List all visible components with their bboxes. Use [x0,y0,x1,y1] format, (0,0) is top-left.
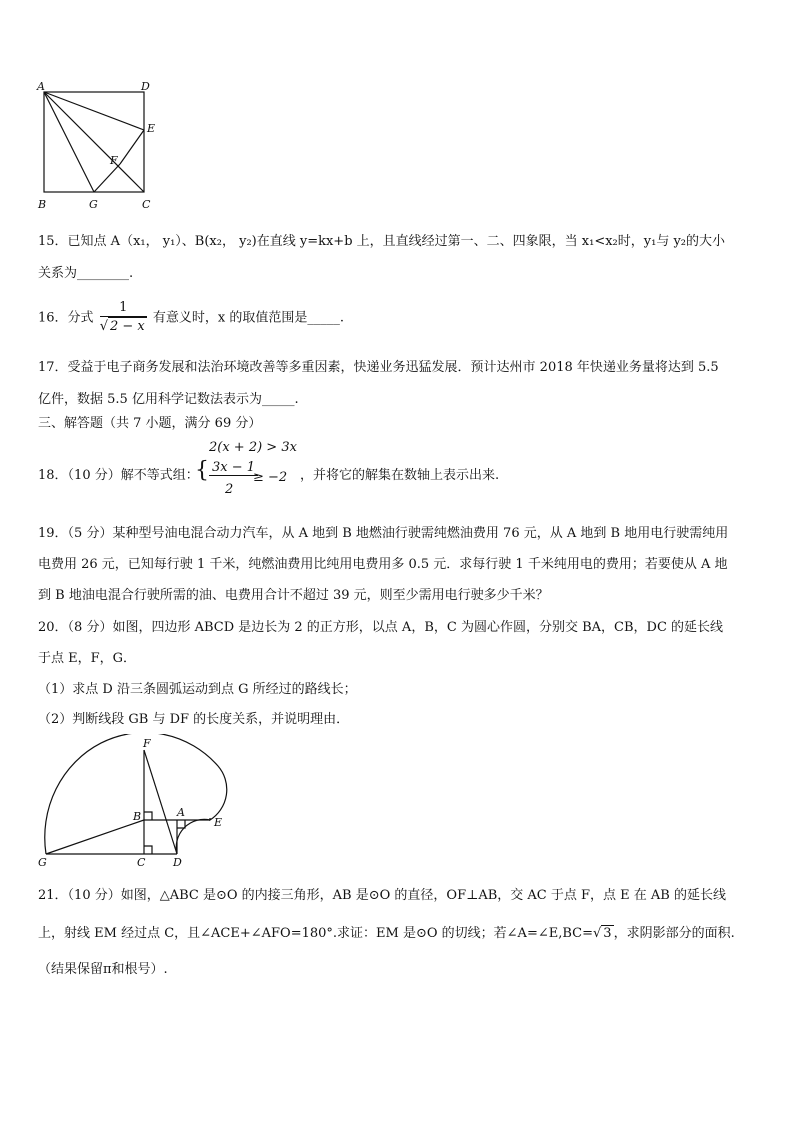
fraction-expression: $\frac{1}{√ 2 - x}$ [99,300,145,334]
question-15-line-1: 15．已知点 A（x₁， y₁）、B(x₂， y₂)在直线 y=kx+b 上，且直线经过第一、二、四象限，当 x₁<x₂时，y₁与 y₂的大小 [38,234,726,249]
label-d: D [173,856,182,869]
question-17-line-2: 亿件，数据 5.5 亿用科学记数法表示为_____. [38,392,299,407]
segment-fd [144,750,177,854]
right-angle-b [144,812,152,820]
label-b: B [133,810,142,823]
label-g: G [38,856,47,869]
square-abcd-figure [34,80,162,216]
inequality-1: 2(x + 2) > 3x [209,440,297,455]
question-20-line-1: 20．（8 分）如图，四边形 ABCD 是边长为 2 的正方形，以点 A，B，C 为圆心作圆，分别交 BA，CB，DC 的延长线 [38,620,724,635]
label-e: E [147,122,156,135]
inequality-2-relation: ≥ −2 [253,470,288,485]
question-20-line-2: 于点 E，F，G． [38,651,137,666]
inequality-system [195,440,305,504]
label-a: A [37,80,45,93]
arc-ge [45,734,227,854]
question-20-part-2: （2）判断线段 GB 与 DF 的长度关系，并说明理由． [38,712,350,727]
fraction-denominator: 2 − x [109,319,145,334]
question-19-line-2: 电费用 26 元，已知每行驶 1 千米，纯燃油费用比纯用电费用多 0.5 元．求每行驶 1 千米纯用电的费用；若要使从 A 地 [38,557,728,572]
question-21-line-2-suffix: ，求阴影部分的面积. [613,926,735,941]
question-21-line-2: 上，射线 EM 经过点 C，且∠ACE+∠AFO=180°.求证：EM 是⊙O 的切线；若∠A=∠E,BC=√ 3 ，求阴影部分的面积. [38,926,735,941]
question-17-line-1: 17．受益于电子商务发展和法治环境改善等多重因素，快递业务迅猛发展．预计达州市 2018 年快递业务量将达到 5.5 [38,360,719,375]
segment-ac [44,92,144,192]
section-3-header: 三、解答题（共 7 小题，满分 69 分） [38,416,262,431]
inequality-2-denominator: 2 [225,482,234,497]
label-e: E [214,816,223,829]
segment-gb [46,820,144,854]
segment-ae [44,92,144,130]
question-16 [38,300,344,336]
question-16-suffix: 有意义时，x 的取值范围是_____. [152,310,344,326]
question-19-line-3: 到 B 地油电混合行驶所需的油、电费用合计不超过 39 元，则至少需用电行驶多少千米？ [38,588,549,603]
question-21-line-2-prefix: 上，射线 EM 经过点 C，且∠ACE+∠AFO=180°.求证：EM 是⊙O 的切线；若∠A=∠E,BC= [38,926,593,941]
label-c: C [137,856,146,869]
label-b: B [38,198,47,211]
question-16-prefix: 16．分式 [38,310,94,326]
question-19-line-1: 19．（5 分）某种型号油电混合动力汽车，从 A 地到 B 地燃油行驶需纯燃油费用 76 元，从 A 地到 B 地用电行驶需纯用 [38,526,729,541]
segment-ag [44,92,94,192]
brace-icon: { [195,458,209,483]
right-angle-c [144,846,152,854]
question-21-line-3: （结果保留π和根号）. [38,962,168,977]
question-18-prefix: 18．（10 分）解不等式组： [38,468,199,483]
label-f: F [143,737,151,750]
label-a: A [177,806,185,819]
radicand: 3 [603,926,612,941]
question-21-line-1: 21．（10 分）如图，△ABC 是⊙O 的内接三角形，AB 是⊙O 的直径，OF⊥AB，交 AC 于点 F，点 E 在 AB 的延长线 [38,888,726,903]
label-f: F [110,154,118,167]
arc-ed [176,819,210,854]
question-18-suffix: ，并将它的解集在数轴上表示出来. [300,468,500,483]
fraction-numerator: 1 [100,300,147,317]
label-c: C [142,198,151,211]
inequality-2-numerator: 3x − 1 [209,460,258,476]
question-15-line-2: 关系为________. [38,266,134,281]
label-g: G [89,198,98,211]
arc-path-figure [34,734,234,870]
right-angle-a [177,820,185,828]
segment-gf [94,164,120,192]
segment-fe [120,130,144,164]
question-20-part-1: （1）求点 D 沿三条圆弧运动到点 G 所经过的路线长； [38,682,357,697]
label-d: D [141,80,150,93]
